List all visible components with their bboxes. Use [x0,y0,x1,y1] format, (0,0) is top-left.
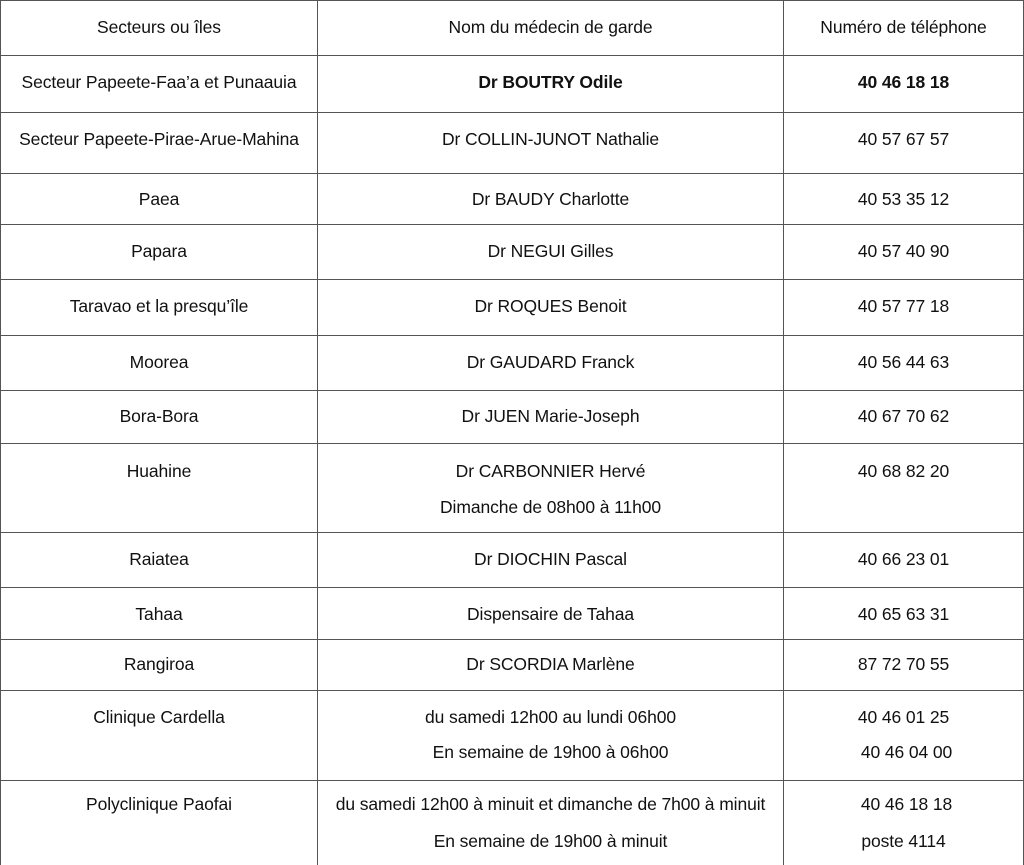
phone-number: 87 72 70 55 [857,654,950,674]
phone-number: 40 46 18 18 [860,794,953,814]
sector-cell [0,588,318,639]
sector-name: Tahaa [135,604,183,624]
sector-cell [0,691,318,780]
duty-hours: En semaine de 19h00 à minuit [433,831,668,851]
phone-number: 40 46 18 18 [857,72,950,92]
sector-name: Paea [138,189,180,209]
table-header-row [0,0,1024,55]
sector-cell [0,174,318,224]
sector-cell [0,391,318,443]
phone-cell [784,781,1024,865]
table-row [0,532,1024,587]
doctor-name: Dr BOUTRY Odile [478,72,623,92]
sector-name: Polyclinique Paofai [86,794,232,814]
sector-cell [0,640,318,690]
doctor-name: Dr BAUDY Charlotte [471,189,630,209]
doctor-name: Dr GAUDARD Franck [466,352,635,372]
sector-cell [0,56,318,112]
sector-cell [0,781,318,865]
phone-number: 40 53 35 12 [857,189,950,209]
phone-cell [784,225,1024,279]
table-row [0,780,1024,865]
table-row [0,173,1024,224]
doctor-name: Dr NEGUI Gilles [487,241,614,261]
doctor-cell [318,533,784,587]
phone-cell [784,444,1024,532]
phone-number: 40 57 40 90 [857,241,950,261]
doctor-name: Dr SCORDIA Marlène [466,654,635,674]
sector-name: Bora-Bora [119,406,199,426]
doctor-name: Dispensaire de Tahaa [467,604,634,624]
phone-cell [784,391,1024,443]
phone-cell [784,113,1024,173]
sector-name: Clinique Cardella [93,707,225,727]
sector-cell [0,280,318,335]
sector-cell [0,336,318,390]
doctor-cell [318,56,784,112]
doctor-name: Dr COLLIN-JUNOT Nathalie [441,129,660,149]
phone-cell [784,56,1024,112]
table-row [0,690,1024,780]
sector-cell [0,533,318,587]
sector-name: Huahine [126,461,192,481]
sector-name: Moorea [129,352,189,372]
header-sector-label: Secteurs ou îles [97,17,221,37]
duty-hours: Dimanche de 08h00 à 11h00 [440,497,661,517]
phone-number: 40 46 01 25 [857,707,950,727]
header-cell-sector [0,1,318,55]
header-doctor-label: Nom du médecin de garde [448,17,653,37]
phone-cell [784,640,1024,690]
phone-extension: poste 4114 [861,831,946,851]
duty-hours: du samedi 12h00 à minuit et dimanche de 7h00 à minuit [335,794,766,814]
doctor-cell [318,640,784,690]
table-row [0,224,1024,279]
table-row [0,443,1024,532]
sector-name: Rangiroa [123,654,195,674]
phone-cell [784,588,1024,639]
sector-cell [0,225,318,279]
duty-hours: du samedi 12h00 au lundi 06h00 [425,707,676,727]
doctor-cell [318,113,784,173]
phone-number: 40 57 77 18 [857,296,950,316]
doctor-cell [318,336,784,390]
doctor-cell [318,691,784,780]
sector-cell [0,113,318,173]
doctor-cell [318,391,784,443]
doctor-cell [318,444,784,532]
header-cell-doctor [318,1,784,55]
doctor-cell [318,174,784,224]
phone-cell [784,280,1024,335]
table-row [0,55,1024,112]
sector-name: Secteur Papeete-Pirae-Arue-Mahina [19,129,299,149]
table-row [0,639,1024,690]
table-row [0,335,1024,390]
doctor-cell [318,781,784,865]
table-row [0,112,1024,173]
doctor-name: Dr CARBONNIER Hervé [455,461,646,481]
doctor-cell [318,588,784,639]
sector-name: Taravao et la presqu’île [69,296,249,316]
phone-number: 40 65 63 31 [857,604,950,624]
phone-cell [784,336,1024,390]
table-row [0,279,1024,335]
doctor-cell [318,225,784,279]
doctor-name: Dr JUEN Marie-Joseph [461,406,640,426]
phone-number: 40 46 04 00 [860,742,953,762]
phone-number: 40 67 70 62 [857,406,950,426]
table-row [0,587,1024,639]
sector-name: Papara [131,241,187,261]
doctor-name: Dr ROQUES Benoit [474,296,627,316]
phone-number: 40 56 44 63 [857,352,950,372]
sector-cell [0,444,318,532]
phone-number: 40 66 23 01 [857,549,950,569]
phone-number: 40 68 82 20 [857,461,950,481]
phone-cell [784,174,1024,224]
doctor-name: Dr DIOCHIN Pascal [474,549,627,569]
sector-name: Raiatea [129,549,189,569]
phone-cell [784,533,1024,587]
doctor-cell [318,280,784,335]
sector-name: Secteur Papeete-Faa’a et Punaauia [21,72,297,92]
table-row [0,390,1024,443]
header-cell-phone [784,1,1024,55]
header-phone-label: Numéro de téléphone [820,17,987,37]
duty-hours: En semaine de 19h00 à 06h00 [432,742,669,762]
phone-number: 40 57 67 57 [857,129,950,149]
phone-cell [784,691,1024,780]
